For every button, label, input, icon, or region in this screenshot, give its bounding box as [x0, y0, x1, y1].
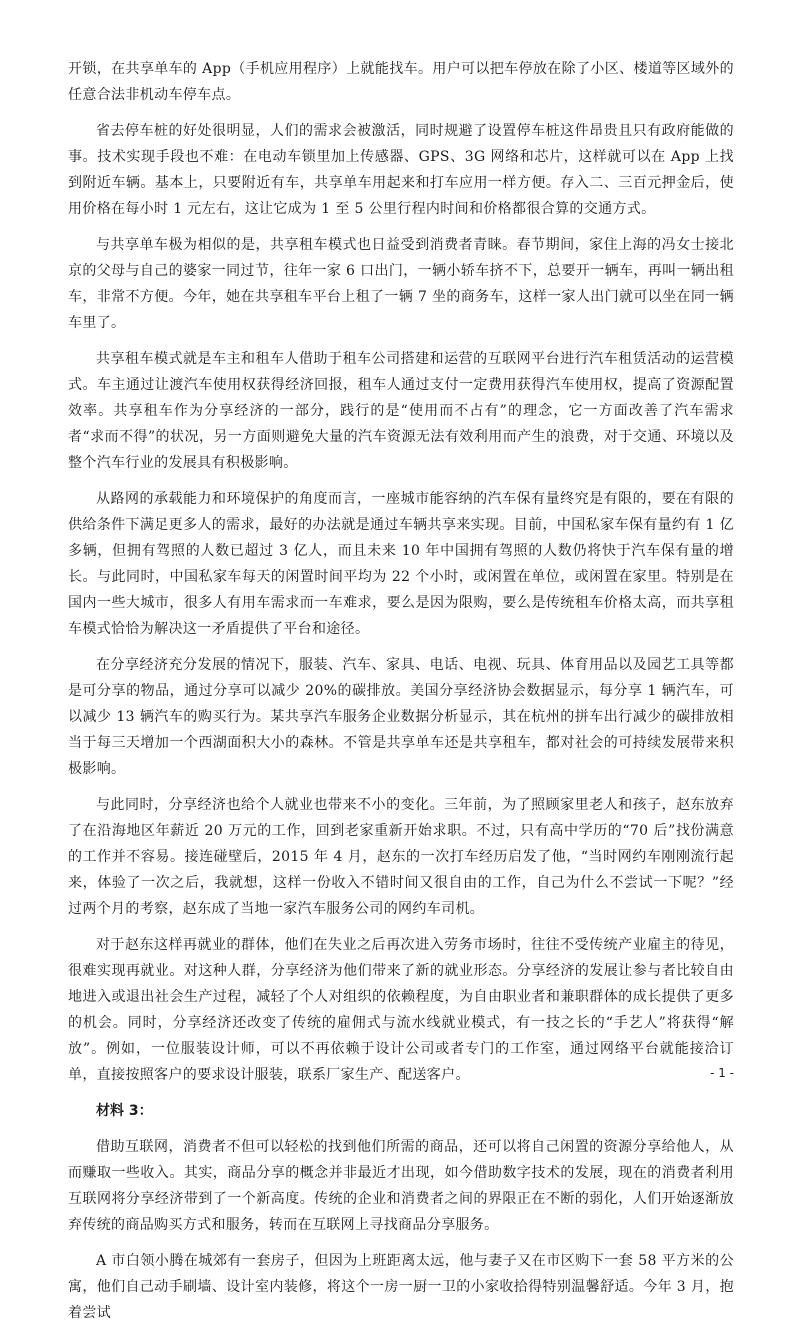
paragraph: 与共享单车极为相似的是，共享租车模式也日益受到消费者青睐。春节期间，家住上海的冯女士接北京的父母与自己的婆家一同过节，往年一家 6 口出门，一辆小轿车挤不下，总要开一辆车，再叫一辆出租车，非常不方便。今年，她在共享租车平台上租了一辆 7 坐的商务车，这样一家人出门就可以坐在同一辆车里了。	[68, 237, 734, 331]
section-heading: 材料 3：	[96, 1103, 153, 1119]
paragraph: 对于赵东这样再就业的群体，他们在失业之后再次进入劳务市场时，往往不受传统产业雇主的待见，很难实现再就业。对这种人群，分享经济为他们带来了新的就业形态。分享经济的发展让参与者比较自由地进入或退出社会生产过程，减轻了个人对组织的依赖程度，为自由职业者和兼职群体的成长提供了更多的机会。同时，分享经济还改变了传统的雇佣式与流水线就业模式，有一技之长的“手艺人”将获得“解放”。例如，一位服装设计师，可以不再依赖于设计公司或者专门的工作室，通过网络平台就能接洽订单，直接按照客户的要求设计服装，联系厂家生产、配送客户。	[68, 937, 734, 1083]
paragraph: 与此同时，分享经济也给个人就业也带来不小的变化。三年前，为了照顾家里老人和孩子，赵东放弃了在沿海地区年薪近 20 万元的工作，回到老家重新开始求职。不过，只有高中学历的“70 后”找份满意的工作并不容易。接连碰壁后，2015 年 4 月，赵东的一次打车经历启发了他，“当时网约车刚刚流行起来，体验了一次之后，我就想，这样一份收入不错时间又很自由的工作，自己为什么不尝试一下呢？”经过两个月的考察，赵东成了当地一家汽车服务公司的网约车司机。	[68, 797, 734, 917]
paragraph: 开锁，在共享单车的 App（手机应用程序）上就能找车。用户可以把车停放在除了小区、楼道等区域外的任意合法非机动车停车点。	[68, 61, 734, 103]
paragraph: 共享租车模式就是车主和租车人借助于租车公司搭建和运营的互联网平台进行汽车租赁活动的运营模式。车主通过让渡汽车使用权获得经济回报，租车人通过支付一定费用获得汽车使用权，提高了资源配置效率。共享租车作为分享经济的一部分，践行的是“使用而不占有”的理念，它一方面改善了汽车需求者“求而不得”的状况，另一方面则避免大量的汽车资源无法有效利用而产生的浪费，对于交通、环境以及整个汽车行业的发展具有积极影响。	[68, 351, 734, 471]
paragraph: 省去停车桩的好处很明显，人们的需求会被激活，同时规避了设置停车桩这件昂贵且只有政府能做的事。技术实现手段也不难：在电动车锁里加上传感器、GPS、3G 网络和芯片，这样就可以在 App 上找到附近车辆。基本上，只要附近有车，共享单车用起来和打车应用一样方便。存入二、三百元押金后，使用价格在每小时 1 元左右，这让它成为 1 至 5 公里行程内时间和价格都很合算的交通方式。	[68, 123, 734, 217]
paragraph: 借助互联网，消费者不但可以轻松的找到他们所需的商品，还可以将自己闲置的资源分享给他人，从而赚取一些收入。其实，商品分享的概念并非最近才出现，如今借助数字技术的发展，现在的消费者利用互联网将分享经济带到了一个新高度。传统的企业和消费者之间的界限正在不断的弱化，人们开始逐渐放弃传统的商品购买方式和服务，转而在互联网上寻找商品分享服务。	[68, 1139, 734, 1233]
page-number: - 1 -	[710, 1066, 734, 1080]
document-body	[68, 56, 734, 1336]
paragraph: 从路网的承载能力和环境保护的角度而言，一座城市能容纳的汽车保有量终究是有限的，要在有限的供给条件下满足更多人的需求，最好的办法就是通过车辆共享来实现。目前，中国私家车保有量约有 1 亿多辆，但拥有驾照的人数已超过 3 亿人，而且未来 10 年中国拥有驾照的人数仍将快于汽车保有量的增长。与此同时，中国私家车每天的闲置时间平均为 22 个小时，或闲置在单位，或闲置在家里。特别是在国内一些大城市，很多人有用车需求而一车难求，要么是因为限购，要么是传统租车价格太高，而共享租车模式恰恰为解决这一矛盾提供了平台和途径。	[68, 491, 734, 637]
paragraph: A 市白领小腾在城郊有一套房子，但因为上班距离太远，他与妻子又在市区购下一套 58 平方米的公寓，他们自己动手刷墙、设计室内装修，将这个一房一厨一卫的小家收拾得特别温馨舒适。今年 3 月，抱着尝试	[68, 1253, 734, 1321]
paragraph: 在分享经济充分发展的情况下，服装、汽车、家具、电话、电视、玩具、体育用品以及园艺工具等都是可分享的物品，通过分享可以减少 20%的碳排放。美国分享经济协会数据显示，每分享 1 辆汽车，可以减少 13 辆汽车的购买行为。某共享汽车服务企业数据分析显示，其在杭州的拼车出行减少的碳排放相当于每三天增加一个西湖面积大小的森林。不管是共享单车还是共享租车，都对社会的可持续发展带来积极影响。	[68, 657, 734, 777]
